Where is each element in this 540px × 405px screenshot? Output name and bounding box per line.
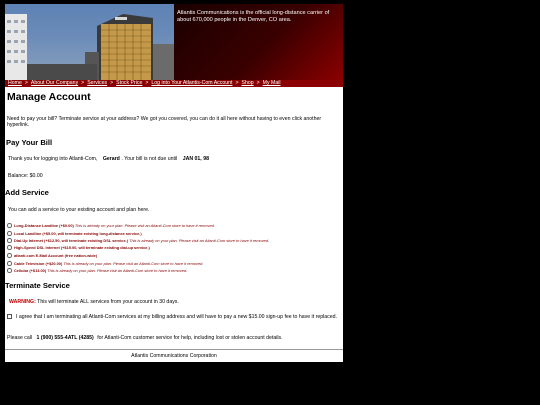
nav-login[interactable]: Log into Your Atlantis-Com Account bbox=[151, 80, 233, 86]
service-name: Dial-Up Internet (+$12.50, will terminate existing DSL service.) bbox=[14, 238, 128, 243]
service-note: This is already on your plan. Please visit an Atlanti-Com store to have it removed. bbox=[74, 223, 215, 228]
nav-separator: > bbox=[235, 80, 239, 86]
header bbox=[5, 4, 343, 80]
call-suffix: for Atlanti-Com customer service for help, including lost or stolen account details. bbox=[97, 335, 283, 341]
balance-label: Balance: bbox=[8, 173, 29, 179]
add-heading: Add Service bbox=[5, 188, 49, 197]
service-radio[interactable] bbox=[7, 261, 12, 266]
service-radio[interactable] bbox=[7, 268, 12, 273]
service-name: atlanti.com E-Mail Account (free nation-wide) bbox=[14, 253, 98, 258]
tagline-panel bbox=[174, 4, 343, 80]
balance-value: $0.00 bbox=[29, 173, 43, 179]
add-intro: You can add a service to your existing account and plan here. bbox=[8, 207, 150, 213]
pay-heading: Pay Your Bill bbox=[6, 138, 53, 147]
agree-text: I agree that I am terminating all Atlanti-Com services at my billing address and will have to pay a new $15.00 sign-up fee to have it replaced. bbox=[16, 314, 337, 320]
service-radio[interactable] bbox=[7, 238, 12, 243]
service-note: This is already on your plan. Please visit an Atlanti-Com store to have it removed. bbox=[129, 238, 270, 243]
thanks-prefix: Thank you for logging into Atlanti-Com, bbox=[8, 156, 98, 162]
nav-my-mail[interactable]: My Mail bbox=[262, 80, 281, 86]
service-name: Long-Distance Landline (+$0.00) bbox=[14, 223, 74, 228]
service-radio[interactable] bbox=[7, 231, 12, 236]
service-radio[interactable] bbox=[7, 253, 12, 258]
service-note: This is already on your plan. Please visit an Atlanti-Com store to have it removed. bbox=[63, 261, 204, 266]
page bbox=[5, 4, 343, 362]
service-radio[interactable] bbox=[7, 223, 12, 228]
service-name: Cellular (+$13.00) bbox=[14, 268, 47, 273]
service-radio[interactable] bbox=[7, 245, 12, 250]
call-prefix: Please call bbox=[7, 335, 33, 341]
phone-number: 1 (900) 555-4ATL (4285) bbox=[36, 335, 94, 341]
nav-bar bbox=[5, 80, 343, 87]
warning-label: WARNING: bbox=[9, 299, 36, 305]
footer-divider bbox=[5, 349, 343, 350]
nav-separator: > bbox=[81, 80, 85, 86]
nav-shop[interactable]: Shop bbox=[241, 80, 254, 86]
balance bbox=[8, 173, 43, 179]
header-photo bbox=[5, 4, 174, 80]
due-text: . Your bill is not due until bbox=[121, 156, 178, 162]
page-title: Manage Account bbox=[7, 91, 91, 103]
main-content bbox=[5, 87, 343, 362]
service-name: Local Landline (+$5.00, will terminate existing long-distance service.) bbox=[14, 231, 142, 236]
nav-about[interactable]: About Our Company bbox=[30, 80, 79, 86]
nav-home[interactable]: Home bbox=[8, 80, 22, 86]
header-tagline: Atlantis Communications is the official long-distance carrier of about 670,000 people in the Denver, CO area. bbox=[177, 10, 330, 23]
warning-text: This will terminate ALL services from your account in 30 days. bbox=[37, 299, 179, 305]
nav-separator: > bbox=[256, 80, 260, 86]
call-line bbox=[7, 335, 283, 341]
nav-services[interactable]: Services bbox=[87, 80, 108, 86]
pay-thanks bbox=[8, 156, 209, 162]
page-intro: Need to pay your bill? Terminate service at your address? We got you covered, you can do it all here without having to even click another hyperlink. bbox=[7, 116, 322, 129]
due-date: JAN 01, 98 bbox=[182, 156, 209, 162]
user-name: Gerard bbox=[102, 156, 120, 162]
service-name: Cable Television (+$20.00) bbox=[14, 261, 63, 266]
warning-line bbox=[9, 299, 179, 305]
footer: Atlantis Communications Corporation bbox=[131, 353, 217, 359]
service-name: High-Speed DSL Internet (+$15.00, will terminate existing dial-up service.) bbox=[14, 245, 150, 250]
terminate-heading: Terminate Service bbox=[5, 281, 70, 290]
nav-separator: > bbox=[110, 80, 114, 86]
service-note: This is already on your plan. Please visit an Atlanti-Com store to have it removed. bbox=[47, 268, 188, 273]
nav-stock-price[interactable]: Stock Price bbox=[116, 80, 143, 86]
nav-separator: > bbox=[24, 80, 28, 86]
nav-separator: > bbox=[145, 80, 149, 86]
